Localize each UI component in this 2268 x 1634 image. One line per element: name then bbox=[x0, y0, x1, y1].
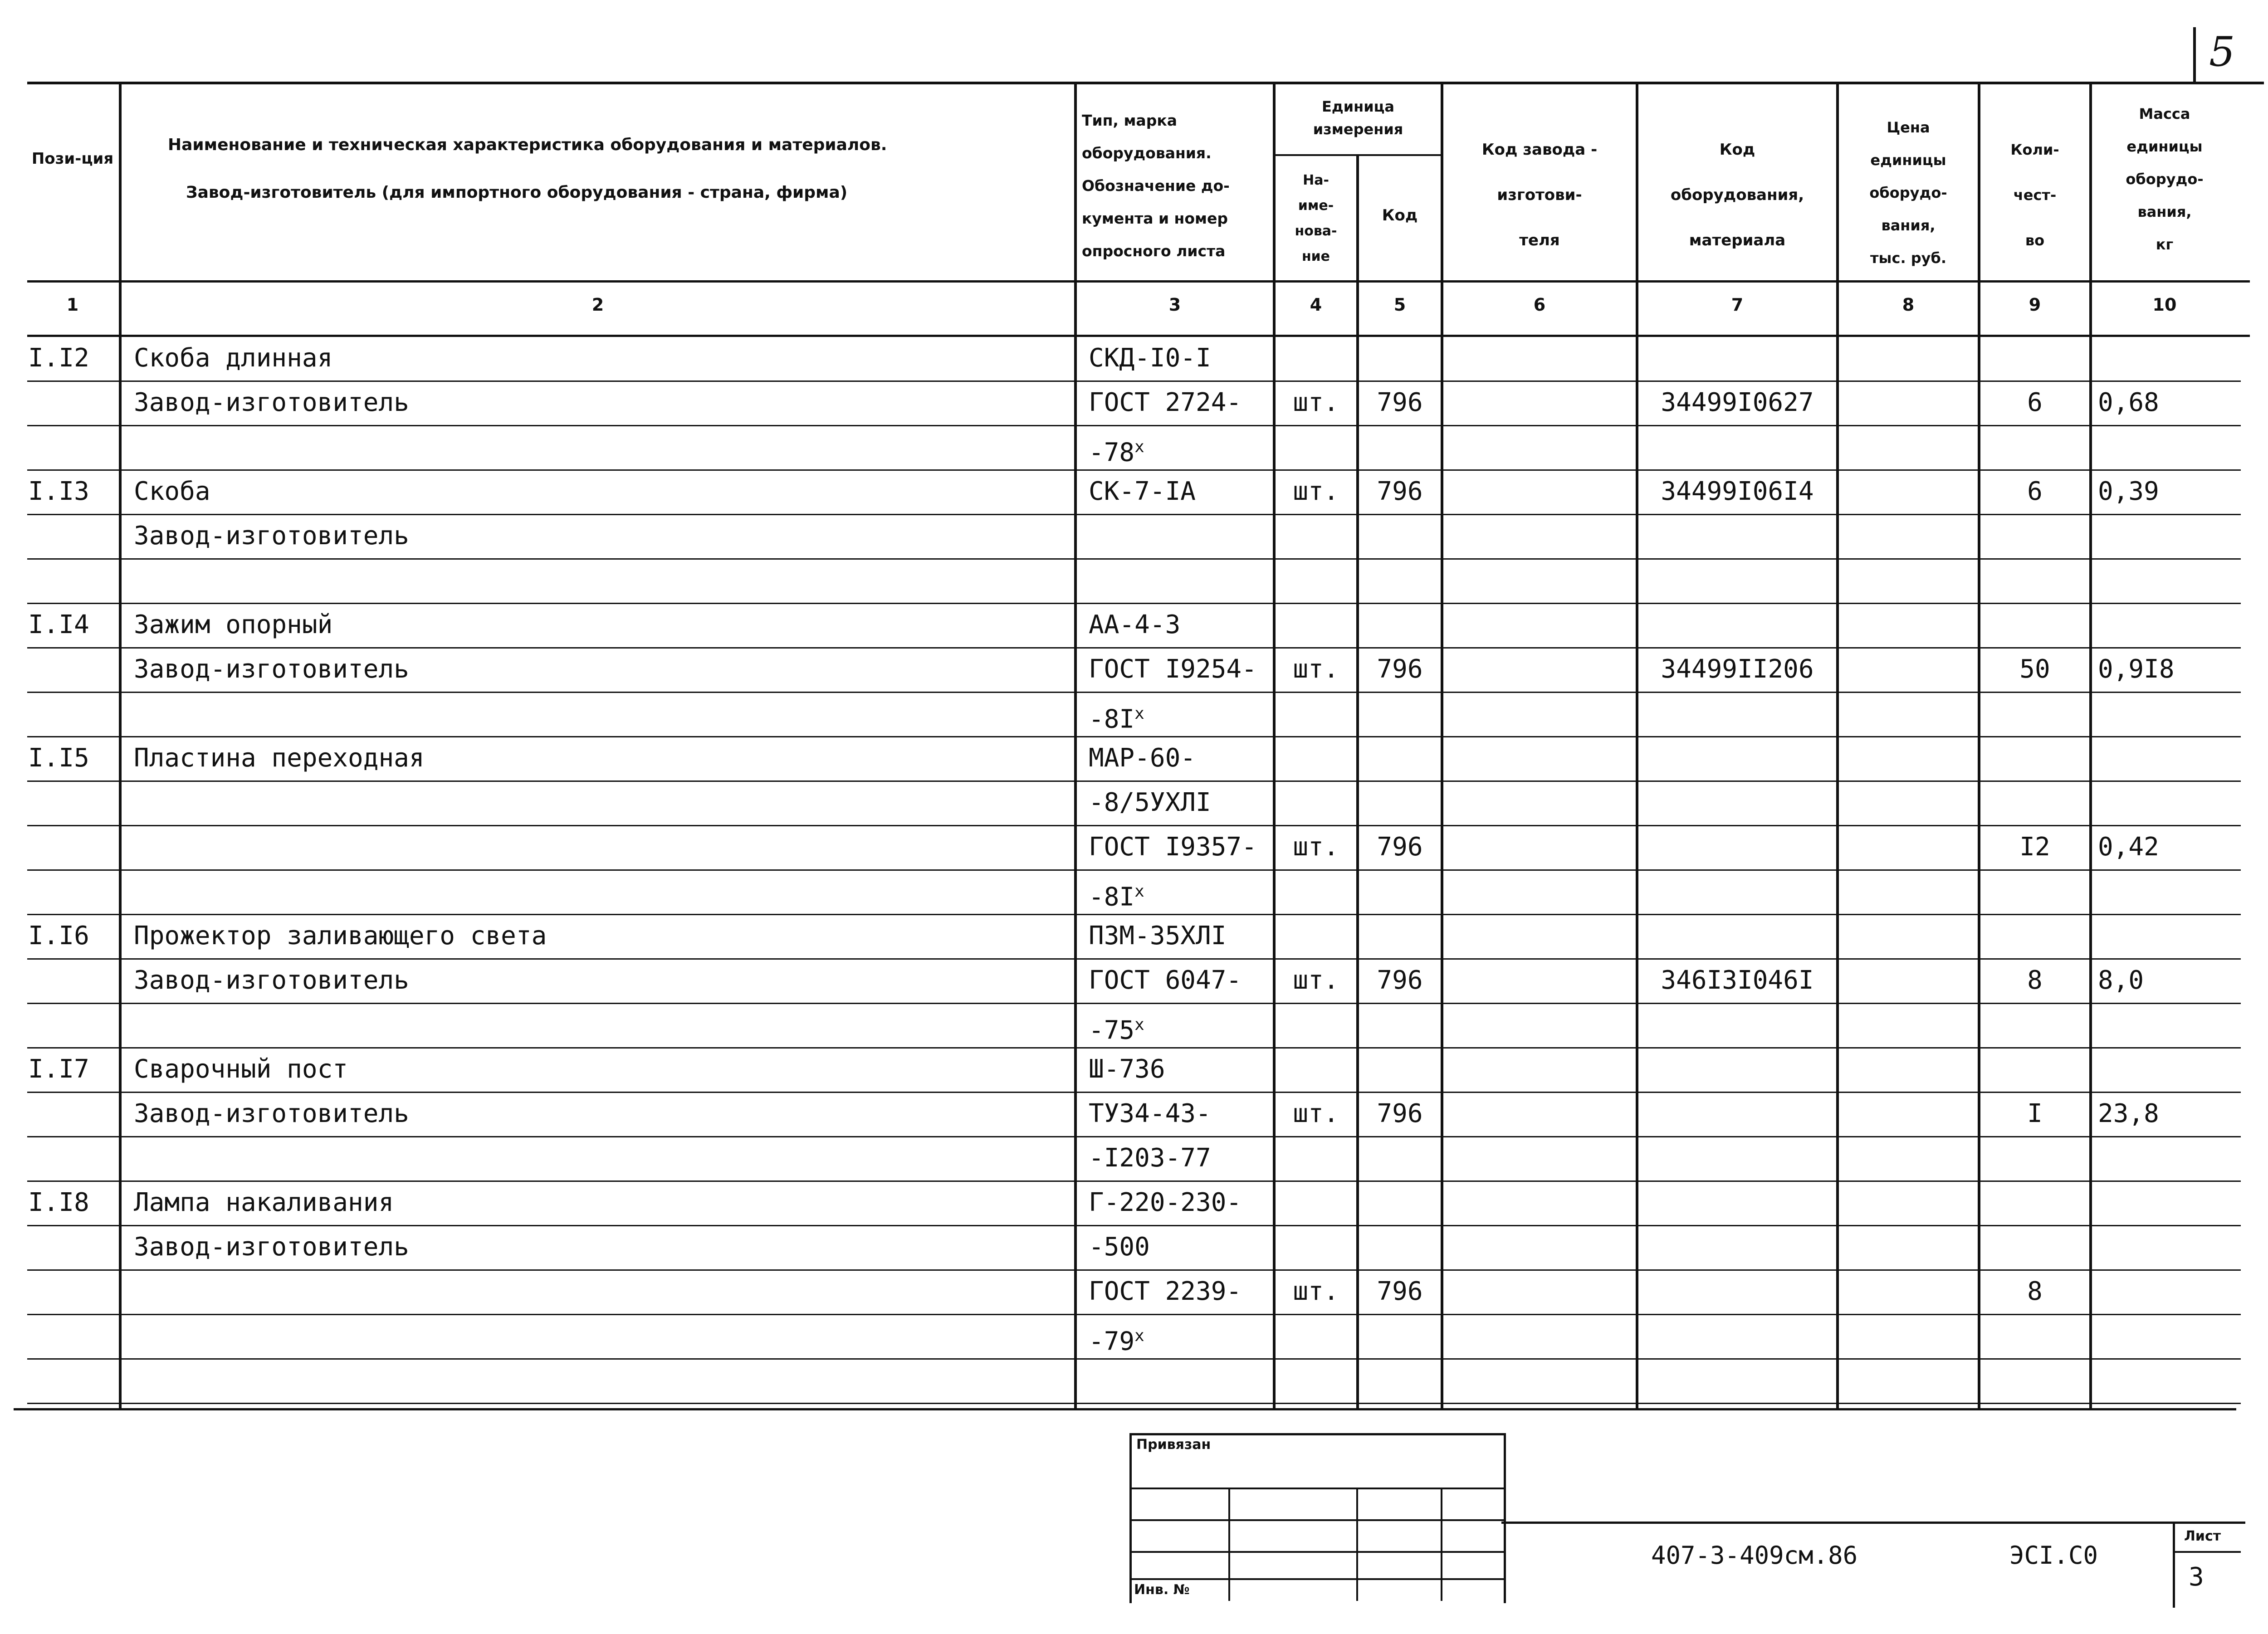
cell-unit-code bbox=[1359, 1098, 1441, 1130]
colnum-5: 5 bbox=[1393, 295, 1406, 315]
vline-6 bbox=[1636, 82, 1638, 1410]
cell-unit-name-text: шт. bbox=[1293, 654, 1339, 684]
row-line bbox=[27, 1225, 2241, 1226]
title-block-right-v bbox=[2173, 1522, 2175, 1608]
stamp-inv-label: Инв. № bbox=[1134, 1582, 1190, 1598]
header-name-line2: Завод-изготовитель (для импортного оборудования - страна, фирма) bbox=[186, 183, 848, 202]
cell-qty-text: 8 bbox=[2027, 966, 2043, 995]
stamp-line-1 bbox=[1129, 1488, 1504, 1489]
cell-name-text: Лампа накаливания bbox=[134, 1188, 394, 1217]
row-line bbox=[27, 1136, 2241, 1137]
row-line bbox=[27, 914, 2241, 915]
cell-name bbox=[134, 476, 1068, 507]
row-line bbox=[27, 1358, 2241, 1360]
cell-equip-code-text: 34499I0627 bbox=[1661, 388, 1814, 417]
cell-unit-name-text: шт. bbox=[1293, 477, 1339, 506]
cell-unit-name-text: шт. bbox=[1293, 966, 1339, 995]
cell-name-text: Завод-изготовитель bbox=[134, 654, 409, 684]
cell-qty-text: 6 bbox=[2027, 477, 2043, 506]
cell-name-text: Пластина переходная bbox=[134, 743, 425, 773]
cell-type bbox=[1089, 920, 1275, 952]
header-mass-l5: кг bbox=[2156, 236, 2174, 253]
header-unit-l2: измерения bbox=[1313, 121, 1403, 138]
cell-type-text: -8I bbox=[1089, 882, 1135, 912]
colnum-3: 3 bbox=[1168, 295, 1181, 315]
cell-type-superscript: х bbox=[1134, 1015, 1144, 1034]
header-price-l2: единицы bbox=[1870, 151, 1946, 169]
colnum-2: 2 bbox=[591, 295, 604, 315]
cell-mass-text: 0,68 bbox=[2098, 388, 2159, 417]
header-unit-name-l2: име- bbox=[1298, 198, 1334, 214]
cell-qty-text: I bbox=[2027, 1099, 2043, 1128]
row-line bbox=[27, 869, 2241, 871]
cell-type-text: ГОСТ I9254- bbox=[1089, 654, 1257, 684]
cell-type-superscript: х bbox=[1134, 1327, 1144, 1345]
cell-mass bbox=[2098, 965, 2234, 996]
colnum-9: 9 bbox=[2028, 295, 2041, 315]
header-type bbox=[1082, 104, 1272, 268]
colnum-6: 6 bbox=[1533, 295, 1546, 315]
cell-qty bbox=[1980, 654, 2089, 685]
cell-type-text: -75 bbox=[1089, 1015, 1135, 1045]
vline-8 bbox=[1978, 82, 1980, 1410]
header-price-l5: тыс. руб. bbox=[1870, 249, 1946, 267]
header-qty-l2: чест- bbox=[2013, 186, 2057, 204]
cell-position bbox=[28, 1054, 119, 1085]
cell-qty bbox=[1980, 1098, 2089, 1130]
cell-unit-name bbox=[1276, 387, 1356, 419]
cell-name-text: Сварочный пост bbox=[134, 1054, 348, 1084]
cell-position bbox=[28, 609, 119, 641]
cell-unit-code bbox=[1359, 965, 1441, 996]
sheet-number: 3 bbox=[2189, 1562, 2204, 1592]
cell-unit-name bbox=[1276, 654, 1356, 685]
cell-equip-code-text: 34499I06I4 bbox=[1661, 477, 1814, 506]
cell-unit-code bbox=[1359, 831, 1441, 863]
stamp-vline-1 bbox=[1228, 1488, 1230, 1601]
cell-mass bbox=[2098, 831, 2234, 863]
cell-unit-code-text: 796 bbox=[1377, 654, 1423, 684]
doc-code: 407-3-409см.86 bbox=[1651, 1541, 1858, 1570]
cell-type bbox=[1089, 1276, 1275, 1307]
row-line bbox=[27, 1314, 2241, 1315]
header-unit-name bbox=[1276, 168, 1356, 269]
cell-unit-code bbox=[1359, 387, 1441, 419]
title-block-sheet-h bbox=[2173, 1551, 2241, 1553]
cell-position bbox=[28, 342, 119, 374]
cell-equip-code bbox=[1638, 654, 1836, 685]
row-line bbox=[27, 469, 2241, 471]
header-unit-l1: Единица bbox=[1322, 98, 1394, 115]
header-qty-l3: во bbox=[2025, 232, 2045, 249]
cell-type-text: ПЗМ-35ХЛI bbox=[1089, 921, 1227, 951]
cell-type bbox=[1089, 1320, 1275, 1358]
numbers-bottom-line bbox=[27, 335, 2250, 337]
cell-name-text: Завод-изготовитель bbox=[134, 1232, 409, 1262]
cell-unit-name bbox=[1276, 1098, 1356, 1130]
cell-position-text: I.I5 bbox=[28, 743, 89, 773]
cell-unit-name bbox=[1276, 831, 1356, 863]
cell-type-superscript: х bbox=[1134, 704, 1144, 723]
cell-qty-text: 6 bbox=[2027, 388, 2043, 417]
row-line bbox=[27, 736, 2241, 737]
header-mass bbox=[2092, 98, 2237, 261]
cell-type-text: -8I bbox=[1089, 704, 1135, 734]
header-mass-l3: оборудо- bbox=[2126, 171, 2204, 188]
cell-type-text: АА-4-3 bbox=[1089, 610, 1181, 639]
header-price-l1: Цена bbox=[1887, 119, 1930, 136]
cell-equip-code-text: 34499II206 bbox=[1661, 654, 1814, 684]
cell-unit-name-text: шт. bbox=[1293, 1277, 1339, 1306]
cell-type bbox=[1089, 431, 1275, 469]
unit-group-divider bbox=[1273, 154, 1443, 156]
stamp-line-2 bbox=[1129, 1519, 1504, 1521]
colnum-10: 10 bbox=[2152, 295, 2177, 315]
row-line bbox=[27, 380, 2241, 382]
cell-unit-name-text: шт. bbox=[1293, 832, 1339, 862]
cell-name bbox=[134, 387, 1068, 419]
cell-type-superscript: х bbox=[1134, 438, 1144, 456]
row-line bbox=[27, 780, 2241, 782]
cell-qty-text: 50 bbox=[2019, 654, 2050, 684]
header-type-l1: Тип, марка bbox=[1082, 112, 1177, 129]
cell-unit-code bbox=[1359, 1276, 1441, 1307]
colnum-4: 4 bbox=[1310, 295, 1322, 315]
header-position bbox=[27, 145, 118, 172]
header-unit-name-l3: нова- bbox=[1295, 223, 1337, 239]
stamp-vline-3 bbox=[1441, 1488, 1442, 1601]
cell-type bbox=[1089, 387, 1275, 419]
cell-qty bbox=[1980, 1276, 2089, 1307]
cell-type-text: -78 bbox=[1089, 438, 1135, 468]
cell-type bbox=[1089, 831, 1275, 863]
sheet-code: ЭСI.С0 bbox=[2009, 1541, 2098, 1570]
header-equip-l2: оборудования, bbox=[1670, 186, 1804, 204]
cell-mass-text: 0,9I8 bbox=[2098, 654, 2175, 684]
vline-5 bbox=[1441, 82, 1443, 1410]
cell-mass-text: 8,0 bbox=[2098, 966, 2144, 995]
cell-type bbox=[1089, 876, 1275, 913]
cell-type-text: ГОСТ 6047- bbox=[1089, 966, 1242, 995]
row-line bbox=[27, 514, 2241, 515]
cell-mass-text: 23,8 bbox=[2098, 1099, 2159, 1128]
header-price bbox=[1839, 111, 1978, 274]
row-line bbox=[27, 1403, 2241, 1404]
header-equip-l1: Код bbox=[1719, 141, 1755, 159]
header-type-l4: кумента и номер bbox=[1082, 210, 1228, 227]
header-unit-code: Код bbox=[1382, 206, 1418, 224]
row-line bbox=[27, 1269, 2241, 1271]
cell-unit-code-text: 796 bbox=[1377, 388, 1423, 417]
cell-name-text: Завод-изготовитель bbox=[134, 966, 409, 995]
cell-unit-name bbox=[1276, 965, 1356, 996]
cell-position-text: I.I2 bbox=[28, 343, 89, 373]
row-line bbox=[27, 1092, 2241, 1093]
cell-name bbox=[134, 520, 1068, 552]
cell-name bbox=[134, 342, 1068, 374]
cell-type bbox=[1089, 1142, 1275, 1174]
cell-equip-code bbox=[1638, 387, 1836, 419]
stamp-vline-2 bbox=[1356, 1488, 1358, 1601]
table-bottom-line bbox=[14, 1408, 2236, 1410]
row-line bbox=[27, 1003, 2241, 1004]
cell-position bbox=[28, 920, 119, 952]
row-line bbox=[27, 692, 2241, 693]
header-top-line bbox=[27, 82, 2236, 84]
cell-position-text: I.I8 bbox=[28, 1188, 89, 1217]
cell-type-text: ГОСТ I9357- bbox=[1089, 832, 1257, 862]
cell-name bbox=[134, 654, 1068, 685]
header-position-label: Пози-ция bbox=[31, 150, 114, 168]
cell-type bbox=[1089, 965, 1275, 996]
cell-name-text: Завод-изготовитель bbox=[134, 1099, 409, 1128]
cell-mass bbox=[2098, 476, 2234, 507]
cell-mass-text: 0,42 bbox=[2098, 832, 2159, 862]
cell-type-text: СКД-I0-I bbox=[1089, 343, 1211, 373]
cell-type-text: -79 bbox=[1089, 1327, 1135, 1356]
colnum-8: 8 bbox=[1902, 295, 1915, 315]
row-line bbox=[27, 1047, 2241, 1049]
cell-name bbox=[134, 1098, 1068, 1130]
cell-type bbox=[1089, 1054, 1275, 1085]
cell-type-text: ГОСТ 2239- bbox=[1089, 1277, 1242, 1306]
cell-name bbox=[134, 1054, 1068, 1085]
cell-equip-code-text: 346I3I046I bbox=[1661, 966, 1814, 995]
vline-7 bbox=[1836, 82, 1839, 1410]
header-mass-l4: вания, bbox=[2137, 203, 2192, 220]
header-plant-l1: Код завода - bbox=[1481, 141, 1598, 159]
cell-name-text: Скоба bbox=[134, 477, 210, 506]
header-mass-l2: единицы bbox=[2126, 138, 2203, 155]
stamp-privyazan-label: Привязан bbox=[1136, 1437, 1211, 1453]
colnum-7: 7 bbox=[1731, 295, 1744, 315]
stamp-line-3 bbox=[1129, 1551, 1504, 1553]
header-equip-code bbox=[1638, 127, 1836, 263]
cell-equip-code bbox=[1638, 965, 1836, 996]
cell-name-text: Скоба длинная bbox=[134, 343, 333, 373]
header-name-line1: Наименование и техническая характеристика оборудования и материалов. bbox=[168, 136, 887, 154]
cell-position-text: I.I7 bbox=[28, 1054, 89, 1084]
header-equip-l3: материала bbox=[1689, 231, 1786, 249]
cell-name bbox=[134, 965, 1068, 996]
cell-position bbox=[28, 1187, 119, 1219]
vline-9 bbox=[2089, 82, 2092, 1410]
header-price-l3: оборудо- bbox=[1869, 184, 1947, 201]
cell-type-text: ГОСТ 2724- bbox=[1089, 388, 1242, 417]
cell-unit-code-text: 796 bbox=[1377, 1277, 1423, 1306]
cell-mass bbox=[2098, 1098, 2234, 1130]
row-line bbox=[27, 603, 2241, 604]
cell-unit-name-text: шт. bbox=[1293, 388, 1339, 417]
header-plant-code bbox=[1443, 127, 1636, 263]
cell-type-text: -8/5УХЛI bbox=[1089, 788, 1211, 817]
cell-position bbox=[28, 742, 119, 774]
cell-type-text: -I203-77 bbox=[1089, 1143, 1211, 1173]
cell-position-text: I.I6 bbox=[28, 921, 89, 951]
cell-mass bbox=[2098, 387, 2234, 419]
cell-unit-name-text: шт. bbox=[1293, 1099, 1339, 1128]
header-plant-l2: изготови- bbox=[1497, 186, 1582, 204]
cell-unit-code-text: 796 bbox=[1377, 966, 1423, 995]
cell-type bbox=[1089, 1009, 1275, 1047]
vline-1 bbox=[119, 82, 122, 1410]
header-type-l2: оборудования. bbox=[1082, 144, 1212, 162]
header-qty-l1: Коли- bbox=[2010, 141, 2059, 158]
header-unit-name-l4: ние bbox=[1301, 249, 1330, 264]
cell-name bbox=[134, 1231, 1068, 1263]
header-unit-name-l1: На- bbox=[1303, 172, 1329, 188]
cell-type bbox=[1089, 1098, 1275, 1130]
cell-type bbox=[1089, 654, 1275, 685]
cell-name bbox=[134, 920, 1068, 952]
cell-unit-code-text: 796 bbox=[1377, 1099, 1423, 1128]
cell-type bbox=[1089, 609, 1275, 641]
row-line bbox=[27, 958, 2241, 960]
vline-4 bbox=[1356, 154, 1359, 1410]
cell-unit-name bbox=[1276, 1276, 1356, 1307]
cell-type bbox=[1089, 742, 1275, 774]
page-corner-number: 5 bbox=[2209, 28, 2235, 76]
cell-name-text: Завод-изготовитель bbox=[134, 521, 409, 551]
cell-unit-name bbox=[1276, 476, 1356, 507]
vline-2 bbox=[1074, 82, 1077, 1410]
cell-unit-code bbox=[1359, 476, 1441, 507]
cell-position bbox=[28, 476, 119, 507]
cell-type bbox=[1089, 787, 1275, 819]
header-type-l5: опросного листа bbox=[1082, 242, 1226, 260]
cell-equip-code bbox=[1638, 476, 1836, 507]
cell-type bbox=[1089, 476, 1275, 507]
stamp-line-4 bbox=[1129, 1578, 1504, 1580]
header-mass-l1: Масса bbox=[2139, 105, 2190, 122]
cell-name-text: Зажим опорный bbox=[134, 610, 333, 639]
header-unit-group bbox=[1276, 95, 1441, 141]
row-line bbox=[27, 647, 2241, 649]
cell-unit-code bbox=[1359, 654, 1441, 685]
row-line bbox=[27, 1180, 2241, 1182]
row-line bbox=[27, 425, 2241, 426]
header-plant-l3: теля bbox=[1519, 231, 1560, 249]
cell-qty-text: 8 bbox=[2027, 1277, 2043, 1306]
row-line bbox=[27, 825, 2241, 826]
header-type-l3: Обозначение до- bbox=[1082, 177, 1230, 195]
cell-type bbox=[1089, 342, 1275, 374]
cell-name bbox=[134, 742, 1068, 774]
colnum-1: 1 bbox=[66, 295, 79, 315]
cell-type-text: -500 bbox=[1089, 1232, 1150, 1262]
cell-unit-code-text: 796 bbox=[1377, 832, 1423, 862]
header-price-l4: вания, bbox=[1881, 217, 1936, 234]
cell-mass-text: 0,39 bbox=[2098, 477, 2159, 506]
cell-qty-text: I2 bbox=[2019, 832, 2050, 862]
cell-position-text: I.I3 bbox=[28, 477, 89, 506]
cell-type-text: СК-7-IА bbox=[1089, 477, 1196, 506]
cell-type-text: Ш-736 bbox=[1089, 1054, 1165, 1084]
header-bottom-line bbox=[27, 280, 2250, 283]
cell-qty bbox=[1980, 476, 2089, 507]
cell-qty bbox=[1980, 965, 2089, 996]
title-block-top bbox=[1501, 1522, 2245, 1524]
cell-type bbox=[1089, 1231, 1275, 1263]
header-qty bbox=[1980, 127, 2089, 263]
cell-name-text: Завод-изготовитель bbox=[134, 388, 409, 417]
cell-type-text: ТУ34-43- bbox=[1089, 1099, 1211, 1128]
cell-type bbox=[1089, 1187, 1275, 1219]
cell-mass bbox=[2098, 654, 2234, 685]
cell-type-text: Г-220-230- bbox=[1089, 1188, 1242, 1217]
cell-name bbox=[134, 609, 1068, 641]
cell-qty bbox=[1980, 831, 2089, 863]
cell-type-superscript: х bbox=[1134, 882, 1144, 901]
cell-qty bbox=[1980, 387, 2089, 419]
stamp-privyazan-box bbox=[1129, 1433, 1506, 1603]
cell-name-text: Прожектор заливающего света bbox=[134, 921, 547, 951]
cell-position-text: I.I4 bbox=[28, 610, 89, 639]
row-line bbox=[27, 558, 2241, 560]
cell-unit-code-text: 796 bbox=[1377, 477, 1423, 506]
cell-type-text: МАР-60- bbox=[1089, 743, 1196, 773]
sheet-label: Лист bbox=[2184, 1528, 2221, 1544]
cell-name bbox=[134, 1187, 1068, 1219]
cell-type bbox=[1089, 698, 1275, 736]
